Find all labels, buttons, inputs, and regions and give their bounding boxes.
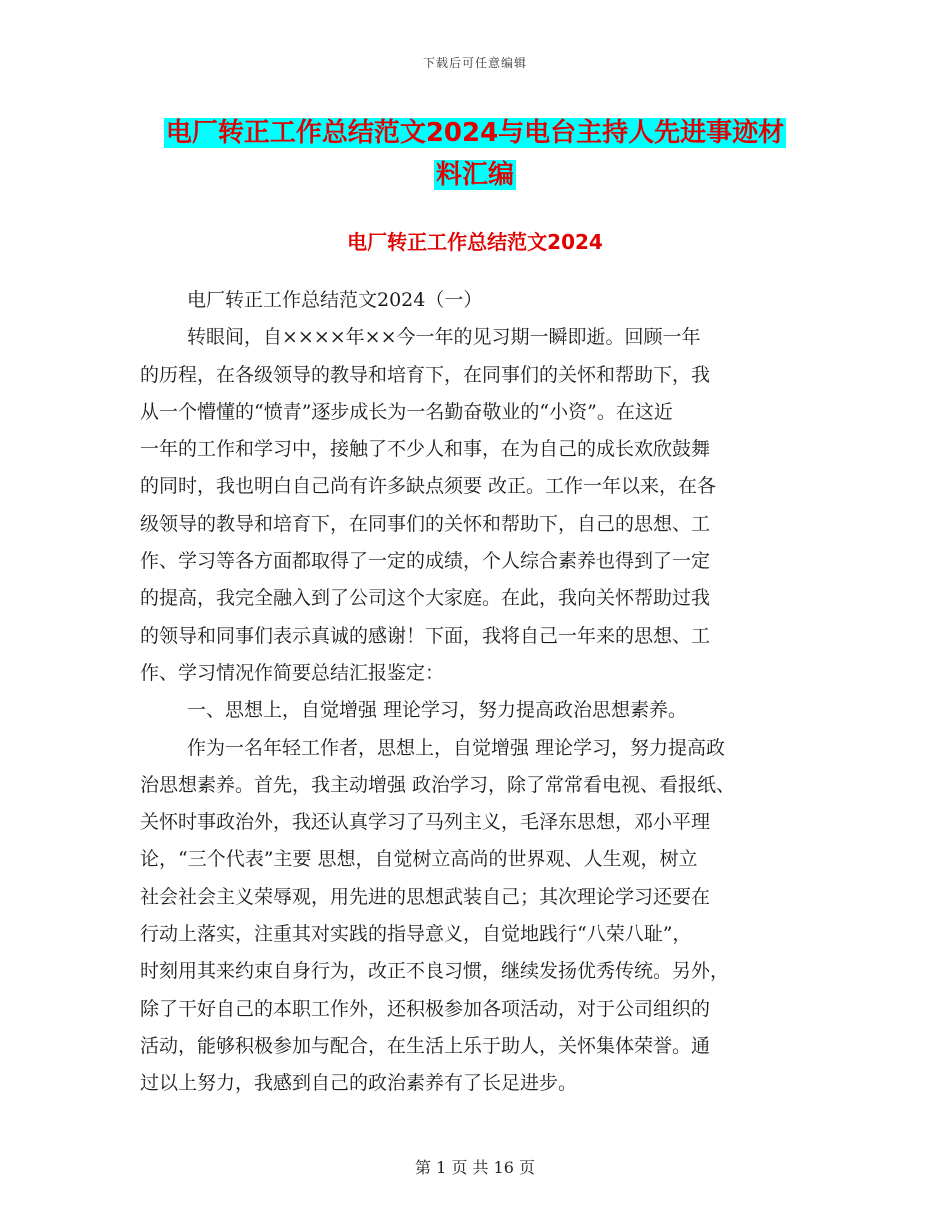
body-line: 级领导的教导和培育下，在同事们的关怀和帮助下，自己的思想、工 <box>140 512 711 535</box>
body-line: 除了干好自己的本职工作外，还积极参加各项活动，对于公司组织的 <box>140 997 711 1020</box>
body-line: 社会社会主义荣辱观，用先进的思想武装自己；其次理论学习还要在 <box>140 885 711 908</box>
body-line: 的领导和同事们表示真诚的感谢！下面，我将自己一年来的思想、工 <box>140 624 711 647</box>
body-line: 转眼间，自××××年××今一年的见习期一瞬即逝。回顾一年 <box>187 326 701 349</box>
body-line: 作、学习情况作简要总结汇报鉴定： <box>140 661 445 684</box>
body-line: 活动，能够积极参加与配合，在生活上乐于助人，关怀集体荣誉。通 <box>140 1034 711 1057</box>
body-line: 的历程，在各级领导的教导和培育下，在同事们的关怀和帮助下，我 <box>140 363 711 386</box>
document-title-line-2: 料汇编 <box>435 160 514 190</box>
body-line: 作、学习等各方面都取得了一定的成绩，个人综合素养也得到了一定 <box>140 550 711 573</box>
body-line: 论，“三个代表”主要 思想，自觉树立高尚的世界观、人生观，树立 <box>140 848 698 871</box>
body-line: 作为一名年轻工作者，思想上，自觉增强 理论学习，努力提高政 <box>187 736 726 759</box>
header-note: 下载后可任意编辑 <box>422 56 527 70</box>
body-line: 过以上努力，我感到自己的政治素养有了长足进步。 <box>140 1072 578 1095</box>
section-title: 电厂转正工作总结范文2024 <box>347 230 603 254</box>
page-footer: 第 1 页 共 16 页 <box>415 1158 535 1177</box>
body-line: 时刻用其来约束自身行为，改正不良习惯，继续发扬优秀传统。另外， <box>140 960 730 983</box>
body-line: 治思想素养。首先，我主动增强 政治学习，除了常常看电视、看报纸、 <box>140 773 736 796</box>
body-text <box>140 282 820 1103</box>
body-line: 从一个懵懂的“愤青”逐步成长为一名勤奋敬业的“小资”。在这近 <box>140 400 673 423</box>
body-line: 行动上落实，注重其对实践的指导意义，自觉地践行“八荣八耻”， <box>140 923 692 946</box>
body-line: 的同时，我也明白自己尚有许多缺点须要 改正。工作一年以来，在各 <box>140 475 717 498</box>
body-line: 的提高，我完全融入到了公司这个大家庭。在此，我向关怀帮助过我 <box>140 587 711 610</box>
body-line: 关怀时事政治外，我还认真学习了马列主义，毛泽东思想，邓小平理 <box>140 811 711 834</box>
body-line: 一年的工作和学习中，接触了不少人和事，在为自己的成长欢欣鼓舞 <box>140 438 711 461</box>
document-title-line-1: 电厂转正工作总结范文2024与电台主持人先进事迹材 <box>165 118 785 148</box>
document-title <box>0 112 950 196</box>
body-line: 一、思想上，自觉增强 理论学习，努力提高政治思想素养。 <box>187 699 688 722</box>
body-line: 电厂转正工作总结范文2024（一） <box>187 289 483 311</box>
